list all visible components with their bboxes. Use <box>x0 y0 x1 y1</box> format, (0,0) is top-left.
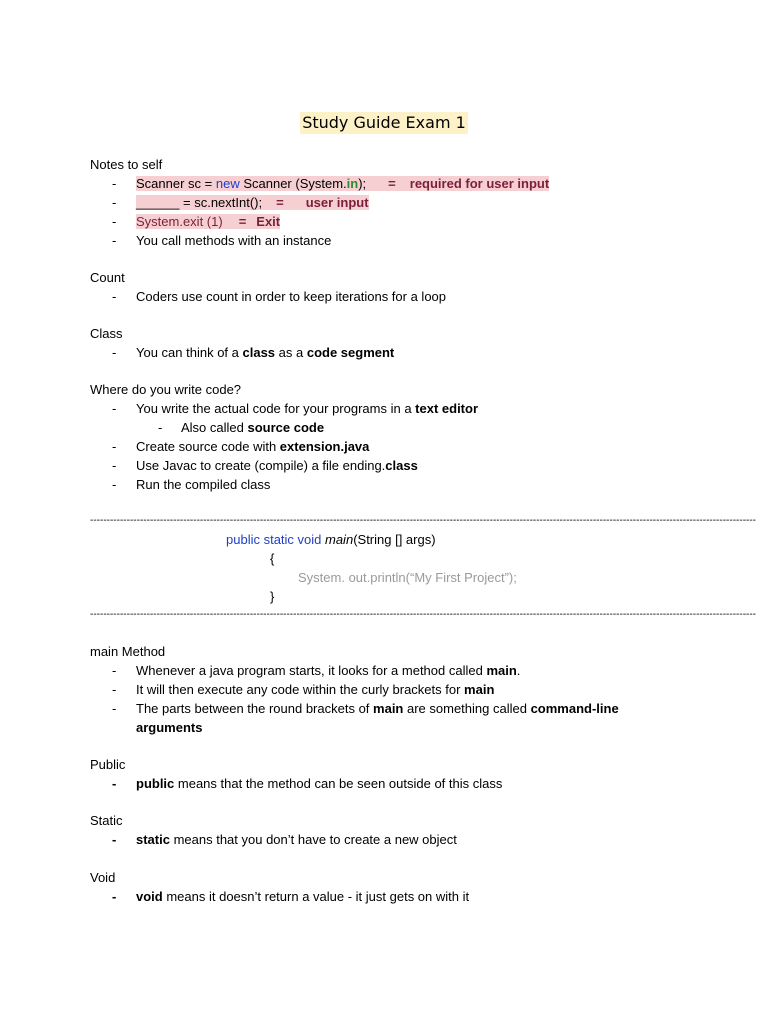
main-item-3: - The parts between the round brackets of main are something called command-line arguments <box>112 701 619 735</box>
main-method-heading: main Method <box>90 644 166 659</box>
notes-heading: Notes to self <box>90 157 163 172</box>
main-method-section <box>90 642 690 737</box>
where-item-1: - You write the actual code for your programs in a text editor <box>112 401 479 416</box>
count-section <box>90 268 690 306</box>
public-heading: Public <box>90 757 126 772</box>
notes-section <box>90 155 690 250</box>
scanner-line: Scanner sc = new Scanner (System.in); = required for user input <box>136 176 550 191</box>
void-heading: Void <box>90 870 116 885</box>
where-heading: Where do you write code? <box>90 382 242 397</box>
public-section <box>90 755 690 793</box>
where-item-3: - Use Javac to create (compile) a file ending.class <box>112 458 418 473</box>
where-section <box>90 380 690 494</box>
divider-top: -------------------------------------------------------------------------------------------------------------------------------------------------------------------------------------------------------- <box>90 515 757 526</box>
main-item-2: - It will then execute any code within the curly brackets for main <box>112 682 495 697</box>
void-section <box>90 868 690 906</box>
title-container <box>0 112 768 134</box>
public-item-1: - public means that the method can be seen outside of this class <box>112 776 503 791</box>
main-item-1: - Whenever a java program starts, it looks for a method called main. <box>112 663 521 678</box>
static-heading: Static <box>90 813 123 828</box>
notes-item-3: - System.exit (1) = Exit <box>112 214 281 229</box>
void-item-1: - void means it doesn’t return a value - it just gets on with it <box>112 889 470 904</box>
exit-line: System.exit (1) = Exit <box>136 214 281 229</box>
count-heading: Count <box>90 270 125 285</box>
code-close-brace: } <box>270 589 275 604</box>
notes-item-1: - Scanner sc = new Scanner (System.in); = required for user input <box>112 176 550 191</box>
where-subitem-1: - Also called source code <box>158 420 325 435</box>
class-item-1: - You can think of a class as a code segment <box>112 345 395 360</box>
notes-item-2: - ______ = sc.nextInt(); = user input <box>112 195 369 210</box>
code-signature: public static void main(String [] args) <box>226 532 436 547</box>
notes-item-4: - You call methods with an instance <box>112 233 332 248</box>
class-heading: Class <box>90 326 123 341</box>
nextint-line: ______ = sc.nextInt(); = user input <box>136 195 369 210</box>
divider-bottom: -------------------------------------------------------------------------------------------------------------------------------------------------------------------------------------------------------- <box>90 609 757 620</box>
static-section <box>90 811 690 849</box>
code-body: System. out.println(“My First Project”); <box>298 570 517 585</box>
page-title: Study Guide Exam 1 <box>302 113 466 132</box>
class-section <box>90 324 690 362</box>
static-item-1: - static means that you don’t have to create a new object <box>112 832 457 847</box>
count-item-1: - Coders use count in order to keep iterations for a loop <box>112 289 447 304</box>
where-item-2: - Create source code with extension.java <box>112 439 370 454</box>
code-open-brace: { <box>270 551 275 566</box>
where-item-4: - Run the compiled class <box>112 477 271 492</box>
